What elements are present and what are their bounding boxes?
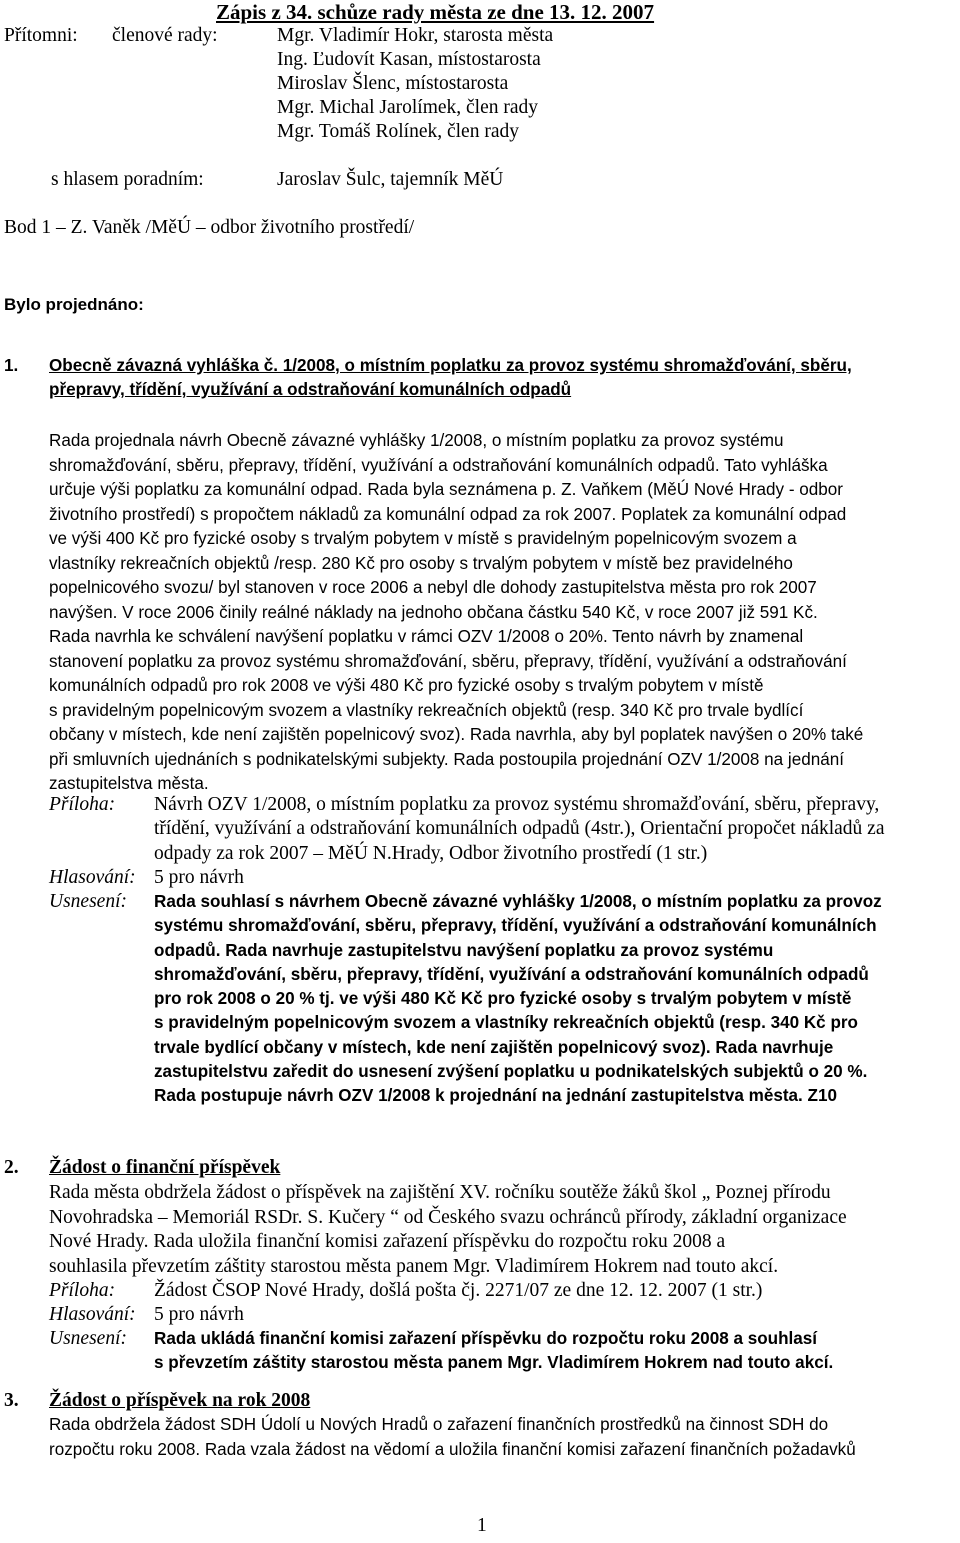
item1-body [49, 429, 954, 797]
body-line: Rada města obdržela žádost o příspěvek na zajištění XV. ročníku soutěže žáků škol „ Poznej přírodu [49, 1182, 831, 1203]
member-item: Mgr. Michal Jarolímek, člen rady [277, 97, 539, 118]
member-item: Ing. Ľudovít Kasan, místostarosta [277, 49, 541, 70]
item2-resolution-label: Usnesení: [49, 1328, 127, 1349]
item1-resolution-label: Usnesení: [49, 891, 127, 912]
item2-attachment-label: Příloha: [49, 1280, 116, 1301]
resolution-line: pro rok 2008 o 20 % tj. ve výši 480 Kč Kč pro fyzické osoby s trvalým pobytem v místě [154, 989, 852, 1009]
item2-heading: Žádost o finanční příspěvek [49, 1157, 281, 1178]
resolution-line: odpadů. Rada navrhuje zastupitelstvu navýšení poplatku za provoz systému [154, 940, 774, 960]
attachment-line: třídění, využívání a odstraňování komunálních odpadů (4str.), Orientační propočet nákladů za [154, 818, 885, 840]
item1-heading-line: přepravy, třídění, využívání a odstraňování komunálních odpadů [49, 380, 572, 399]
advisory-label: s hlasem poradním: [51, 169, 204, 190]
item1-attachment [154, 793, 885, 866]
body-line: při smluvních ujednáních s podnikatelskými subjekty. Rada postoupila projednání OZV 1/2008 na jednání [49, 749, 845, 769]
resolution-line: zastupitelstvu zaředit do usnesení zvýšení poplatku u podnikatelských subjektů o 20 %. [154, 1062, 868, 1082]
body-line: Novohradska – Memoriál RSDr. S. Kučery “ od Českého svazu ochránců přírody, základní organizace [49, 1206, 847, 1228]
body-line: životního prostředí) s propočtem nákladů za komunální odpad za rok 2007. Poplatek za komunální odpad [49, 504, 847, 524]
item2-vote-label: Hlasování: [49, 1304, 136, 1325]
resolution-line: s převzetím záštity starostou města panem Mgr. Vladimírem Hokrem nad touto akcí. [154, 1353, 834, 1373]
resolution-line: systému shromažďování, sběru, přepravy, třídění, využívání a odstraňování komunálních [154, 916, 877, 936]
members-label: členové rady: [112, 25, 218, 46]
body-line: stanovení poplatku za provoz systému shromažďování, sběru, přepravy, třídění, využívání a odstraňování [49, 651, 847, 671]
resolution-line: Rada souhlasí s návrhem Obecně závazné vyhlášky 1/2008, o místním poplatku za provoz [154, 892, 882, 911]
item3-number: 3. [4, 1390, 19, 1411]
body-line: zastupitelstva města. [49, 774, 209, 793]
body-line: souhlasila převzetím záštity starostou města panem Mgr. Vladimírem Hokrem nad touto akcí. [49, 1255, 779, 1277]
item1-vote-value: 5 pro návrh [154, 867, 244, 888]
discussed-heading: Bylo projednáno: [4, 295, 144, 314]
body-line: navýšen. V roce 2006 činily reálné náklady na jednoho občana částku 540 Kč, v roce 2007 již 591 Kč. [49, 602, 818, 622]
member-item: Mgr. Tomáš Rolínek, člen rady [277, 121, 519, 142]
item1-heading [49, 354, 852, 402]
item2-resolution [154, 1327, 833, 1376]
page-number: 1 [477, 1515, 487, 1536]
item1-heading-line: Obecně závazná vyhláška č. 1/2008, o místním poplatku za provoz systému shromažďování, sběru, [49, 356, 852, 375]
member-item: Mgr. Vladimír Hokr, starosta města [277, 25, 554, 46]
item1-vote-label: Hlasování: [49, 867, 136, 888]
body-line: s pravidelným popelnicovým svozem a vlastníky rekreačních objektů (resp. 340 Kč pro trvale bydlící [49, 700, 804, 720]
page-title: Zápis z 34. schůze rady města ze dne 13. 12. 2007 [216, 0, 655, 24]
member-item: Miroslav Šlenc, místostarosta [277, 73, 509, 94]
resolution-line: trvale bydlící občany v místech, kde není zajištěn popelnicový svoz). Rada navrhuje [154, 1037, 834, 1057]
item3-body [49, 1413, 954, 1462]
item2-body [49, 1181, 954, 1279]
body-line: rozpočtu roku 2008. Rada vzala žádost na vědomí a uložila finanční komisi zařazení finančních požadavků [49, 1439, 856, 1459]
body-line: určuje výši poplatku za komunální odpad. Rada byla seznámena p. Z. Vaňkem (MěÚ Nové Hrady - odbor [49, 480, 843, 499]
body-line: shromažďování, sběru, přepravy, třídění, využívání a odstraňování komunálních odpadů. Tato vyhláška [49, 455, 828, 475]
attachment-line: odpady za rok 2007 – MěÚ N.Hrady, Odbor životního prostředí (1 str.) [154, 842, 708, 864]
body-line: Nové Hrady. Rada uložila finanční komisi zařazení příspěvku do rozpočtu roku 2008 a [49, 1231, 726, 1252]
body-line: ve výši 400 Kč pro fyzické osoby s trvalým pobytem v místě s pravidelným popelnicovým svozem a [49, 529, 797, 548]
item2-vote-value: 5 pro návrh [154, 1304, 244, 1325]
resolution-line: Rada postupuje návrh OZV 1/2008 k projednání na jednání zastupitelstva města. Z10 [154, 1086, 837, 1106]
item3-heading: Žádost o příspěvek na rok 2008 [49, 1390, 311, 1411]
item1-resolution [154, 890, 882, 1109]
body-line: Rada projednala návrh Obecně závazné vyhlášky 1/2008, o místním poplatku za provoz systému [49, 431, 784, 450]
body-line: Rada navrhla ke schválení navýšení poplatku v rámci OZV 1/2008 o 20%. Tento návrh by znamenal [49, 627, 804, 646]
resolution-line: Rada ukládá finanční komisi zařazení příspěvku do rozpočtu roku 2008 a souhlasí [154, 1329, 818, 1348]
item1-number: 1. [4, 356, 19, 375]
resolution-line: shromažďování, sběru, přepravy, třídění, využívání a odstraňování komunálních odpadů [154, 964, 869, 984]
present-label: Přítomni: [4, 25, 78, 46]
body-line: Rada obdržela žádost SDH Údolí u Nových Hradů o zařazení finančních prostředků na činnost SDH do [49, 1415, 829, 1434]
item1-attachment-label: Příloha: [49, 794, 116, 815]
members-list [277, 24, 553, 144]
body-line: komunálních odpadů pro rok 2008 ve výši 480 Kč pro fyzické osoby s trvalým pobytem v místě [49, 676, 764, 695]
attachment-line: Návrh OZV 1/2008, o místním poplatku za provoz systému shromažďování, sběru, přepravy, [154, 794, 880, 815]
agenda-item-bod1: Bod 1 – Z. Vaněk /MěÚ – odbor životního prostředí/ [4, 217, 415, 238]
body-line: vlastníky rekreačních objektů /resp. 280 Kč pro osoby s trvalým pobytem v místě bez pravidelného [49, 553, 793, 573]
resolution-line: s pravidelným popelnicovým svozem a vlastníky rekreačních objektů (resp. 340 Kč pro [154, 1013, 858, 1033]
item2-number: 2. [4, 1157, 19, 1178]
body-line: popelnicového svozu/ byl stanoven v roce 2006 a nebyl dle dohody zastupitelstva města pro rok 2007 [49, 578, 817, 597]
body-line: občany v místech, kde není zajištěn popelnicový svoz). Rada navrhla, aby byl poplatek navýšen o 20% také [49, 725, 864, 744]
item2-attachment: Žádost ČSOP Nové Hrady, došlá pošta čj. 2271/07 ze dne 12. 12. 2007 (1 str.) [154, 1280, 763, 1301]
advisory-member: Jaroslav Šulc, tajemník MěÚ [277, 169, 504, 190]
